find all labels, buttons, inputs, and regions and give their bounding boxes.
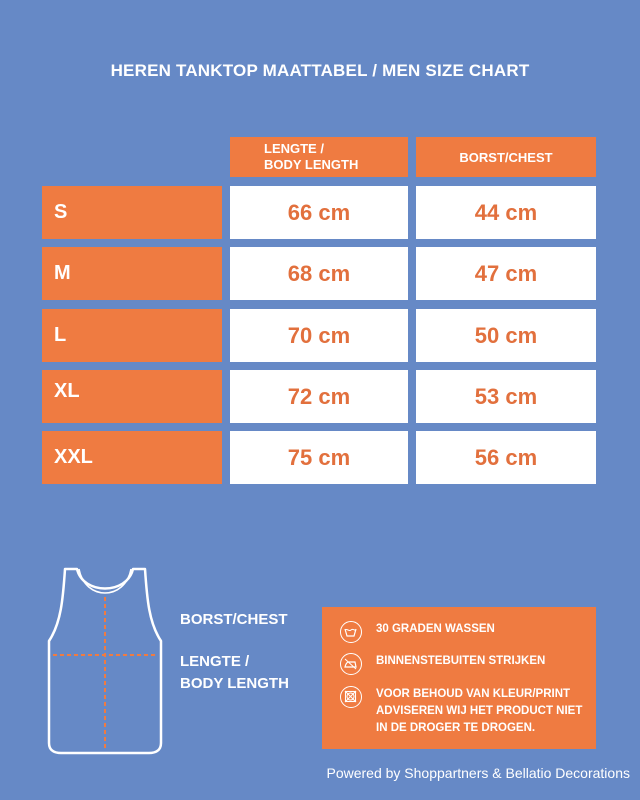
length-cell-m: 68 cm [230,247,408,300]
iron-inside-out-icon [340,653,362,675]
chest-cell-m: 47 cm [416,247,596,300]
legend-chest-label: BORST/CHEST [180,611,288,628]
footer-credit: Powered by Shoppartners & Bellatio Decorations [326,765,630,781]
care-text-wash: 30 GRADEN WASSEN [376,623,495,635]
length-cell-s: 66 cm [230,186,408,239]
legend-length-label [180,651,289,695]
care-item-iron [340,653,545,675]
care-text-dryer-line3: IN DE DROGER TE DROGEN. [376,722,536,734]
no-tumble-dry-icon [340,686,362,708]
chest-cell-xl: 53 cm [416,370,596,423]
care-text-iron: BINNENSTEBUITEN STRIJKEN [376,655,546,667]
size-cell-l: L [42,309,222,362]
length-cell-xxl: 75 cm [230,431,408,484]
size-cell-m: M [42,247,222,300]
length-cell-xl: 72 cm [230,370,408,423]
size-cell-xxl: XXL [42,431,222,484]
care-item-dryer [340,686,582,737]
tanktop-diagram-icon [45,563,165,763]
header-body-length [230,137,408,177]
wash-30-icon [340,621,362,643]
header-length-line1: LENGTE / [264,141,324,156]
care-text-dryer [376,686,582,737]
care-instructions-box [322,607,596,749]
legend-length-line1: LENGTE / [180,653,250,670]
header-chest: BORST/CHEST [416,137,596,177]
care-text-dryer-line2: ADVISEREN WIJ HET PRODUCT NIET [376,705,583,717]
chest-cell-l: 50 cm [416,309,596,362]
size-cell-s: S [42,186,222,239]
length-cell-l: 70 cm [230,309,408,362]
chest-cell-s: 44 cm [416,186,596,239]
care-text-dryer-line1: VOOR BEHOUD VAN KLEUR/PRINT [376,688,571,700]
size-cell-xl: XL [42,370,222,423]
chest-cell-xxl: 56 cm [416,431,596,484]
legend-length-line2: BODY LENGTH [180,675,289,692]
header-length-line2: BODY LENGTH [264,157,359,172]
care-item-wash [340,621,495,643]
page-title: HEREN TANKTOP MAATTABEL / MEN SIZE CHART [110,61,530,80]
